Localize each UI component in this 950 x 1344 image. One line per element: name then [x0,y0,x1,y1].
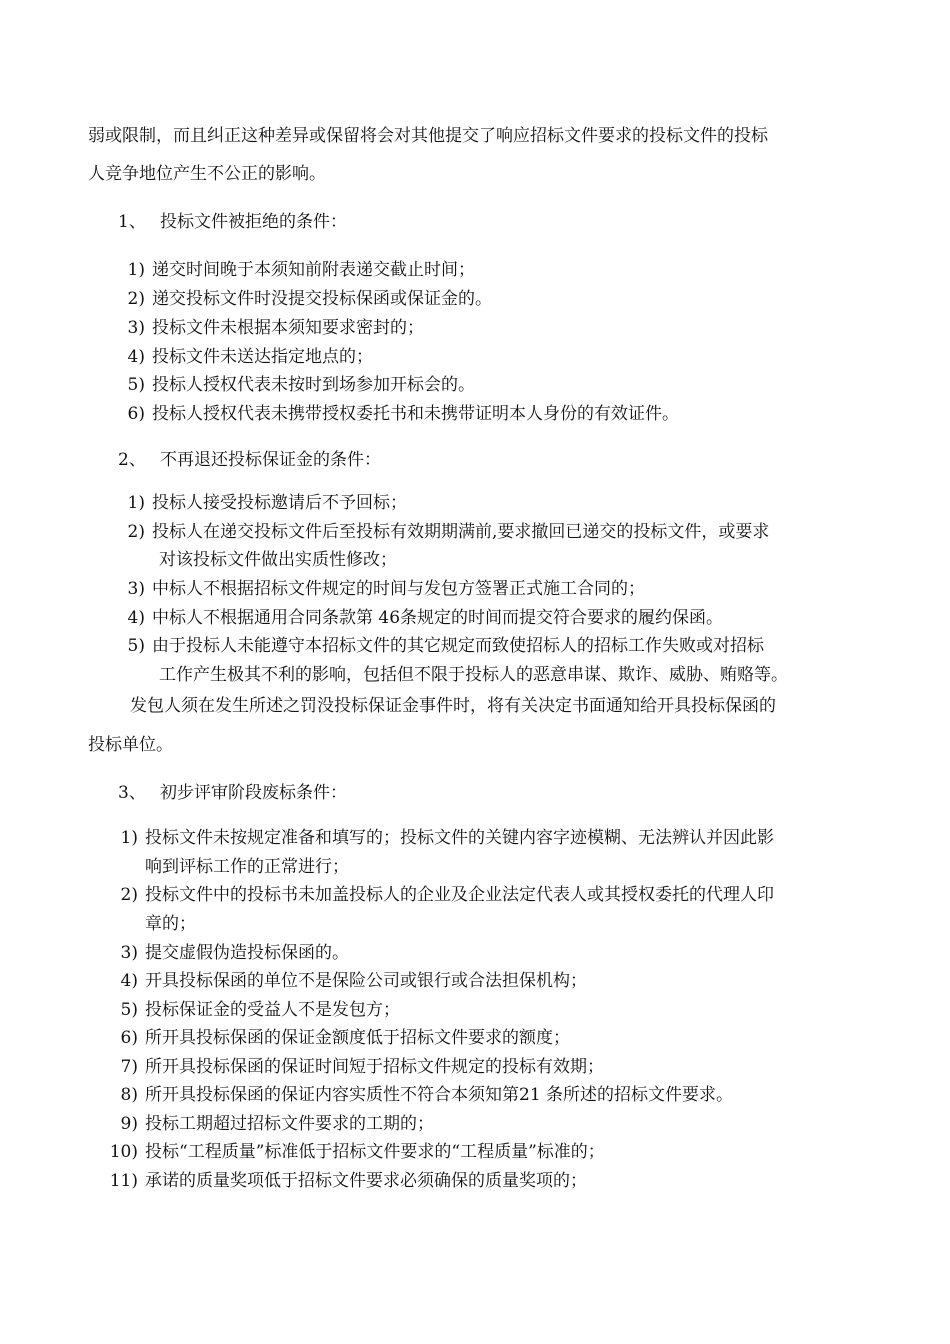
list-item: 1) 投标人接受投标邀请后不予回标； [127,493,407,513]
list-item: 4) 投标文件未送达指定地点的； [127,347,373,367]
list-item: 2) 递交投标文件时没提交投标保函或保证金的。 [127,289,492,309]
section-number: 1、 [118,212,146,232]
list-item-continuation: 工作产生极其不利的影响，包括但不限于投标人的恶意串谋、欺诈、威胁、贿赂等。 [159,665,788,685]
list-item: 3) 中标人不根据招标文件规定的时间与发包方签署正式施工合同的； [127,579,645,599]
list-item: 7) 所开具投标保函的保证时间短于招标文件规定的投标有效期； [120,1057,604,1077]
list-item: 2) 投标人在递交投标文件后至投标有效期期满前,要求撤回已递交的投标文件，或要求 [127,522,770,542]
section-number: 2、 [118,450,146,470]
list-item: 5) 投标保证金的受益人不是发包方； [120,1000,400,1020]
list-item: 3) 提交虚假伪造投标保函的。 [120,943,349,963]
list-item-continuation: 章的； [145,914,196,934]
list-item: 1) 递交时间晚于本须知前附表递交截止时间； [127,260,475,280]
list-item: 4) 中标人不根据通用合同条款第 46条规定的时间而提交符合要求的履约保函。 [127,608,724,628]
list-item: 5) 由于投标人未能遵守本招标文件的其它规定而致使招标人的招标工作失败或对招标 [127,636,764,656]
list-item: 1) 投标文件未按规定准备和填写的；投标文件的关键内容字迹模糊、无法辨认并因此影 [120,828,774,848]
section-3-heading [118,785,347,802]
note-line-1: 发包人须在发生所述之罚没投标保证金事件时，将有关决定书面通知给开具投标保函的 [130,696,776,716]
list-item: 6) 投标人授权代表未携带授权委托书和未携带证明本人身份的有效证件。 [127,404,679,424]
list-item-continuation: 对该投标文件做出实质性修改； [159,550,397,570]
section-title: 不再退还投标保证金的条件： [160,450,381,470]
list-item: 3) 投标文件未根据本须知要求密封的； [127,318,424,338]
list-item: 11) 承诺的质量奖项低于招标文件要求必须确保的质量奖项的； [109,1171,587,1191]
section-2-heading [118,452,381,469]
list-item: 6) 所开具投标保函的保证金额度低于招标文件要求的额度； [120,1028,570,1048]
section-number: 3、 [118,783,146,803]
intro-line-1: 弱或限制，而且纠正这种差异或保留将会对其他提交了响应招标文件要求的投标文件的投标 [88,126,768,146]
note-line-2: 投标单位。 [88,735,173,755]
intro-line-2: 人竞争地位产生不公正的影响。 [88,164,326,184]
list-item-continuation: 响到评标工作的正常进行； [145,857,349,877]
list-item: 8) 所开具投标保函的保证内容实质性不符合本须知第21 条所述的招标文件要求。 [120,1085,734,1105]
list-item: 4) 开具投标保函的单位不是保险公司或银行或合法担保机构； [120,971,587,991]
list-item: 9) 投标工期超过招标文件要求的工期的； [120,1114,434,1134]
list-item: 10) 投标“工程质量”标准低于招标文件要求的“工程质量”标准的； [109,1142,605,1162]
list-item: 5) 投标人授权代表未按时到场参加开标会的。 [127,375,475,395]
list-item: 2) 投标文件中的投标书未加盖投标人的企业及企业法定代表人或其授权委托的代理人印 [120,885,774,905]
section-1-heading [118,214,347,231]
section-title: 初步评审阶段废标条件： [160,783,347,803]
section-title: 投标文件被拒绝的条件： [160,212,347,232]
